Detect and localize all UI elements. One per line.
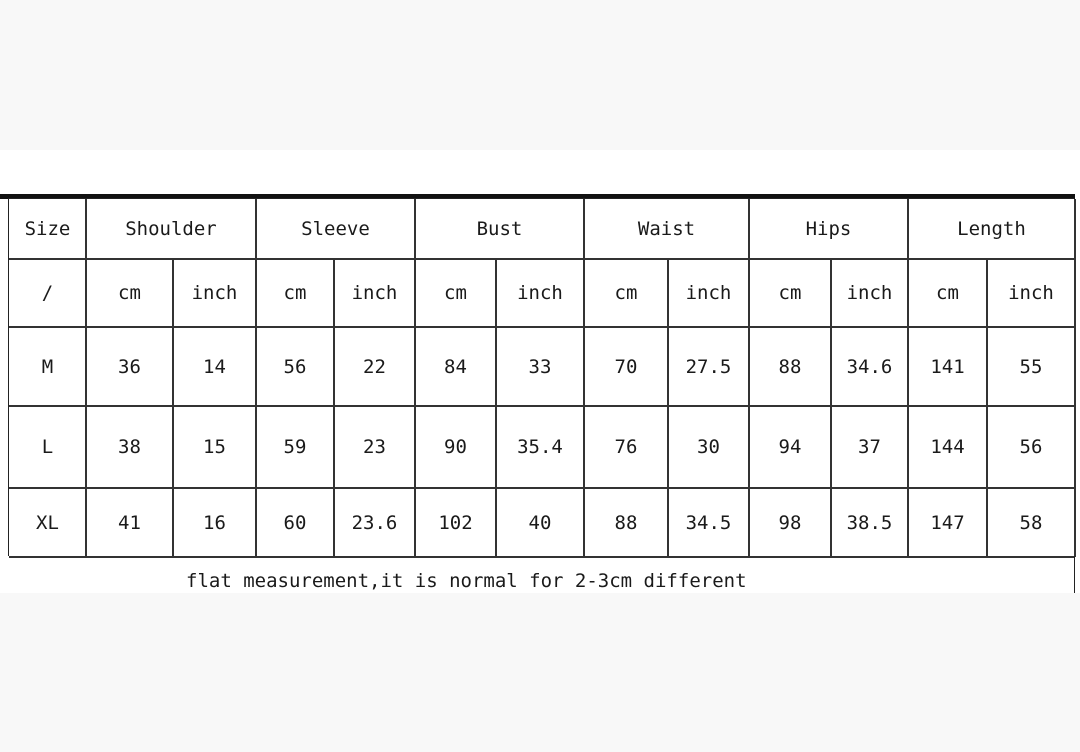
unit-label-cm: cm <box>444 282 467 304</box>
header-bust: Bust <box>476 218 523 240</box>
header-size: Size <box>24 218 71 240</box>
table-cell: 36 <box>118 355 141 378</box>
table-cell: 98 <box>778 511 802 534</box>
size-l: L <box>41 436 54 458</box>
table-cell: 94 <box>778 436 802 458</box>
table-cell: 59 <box>283 436 307 458</box>
table-cell: 22 <box>363 355 386 378</box>
table-cell: 76 <box>614 436 638 458</box>
header-waist: Waist <box>637 218 696 240</box>
table-cell: 102 <box>438 511 473 534</box>
table-cell: 33 <box>528 355 552 378</box>
table-cell: 56 <box>1019 436 1043 458</box>
table-cell: 58 <box>1019 511 1043 534</box>
header-hips: Hips <box>805 218 852 240</box>
size-chart-photo <box>0 150 1080 593</box>
table-cell: 16 <box>203 511 226 534</box>
table-cell: 34.5 <box>685 511 732 534</box>
table-cell: 23.6 <box>351 511 398 534</box>
table-cell: 14 <box>203 355 226 378</box>
footnote-text: flat measurement,it is normal for 2-3cm different <box>186 570 747 592</box>
table-cell: 147 <box>930 511 965 534</box>
header-length: Length <box>957 218 1026 240</box>
table-cell: 35.4 <box>517 436 563 458</box>
size-xl: XL <box>36 511 59 534</box>
table-cell: 37 <box>858 436 881 458</box>
table-cell: 23 <box>363 436 386 458</box>
unit-label-cm: cm <box>283 282 307 304</box>
table-cell: 70 <box>614 355 638 378</box>
units-row-size: / <box>41 282 54 304</box>
table-cell: 141 <box>930 355 965 378</box>
unit-label-inch: inch <box>351 282 398 304</box>
table-cell: 90 <box>444 436 467 458</box>
unit-label-cm: cm <box>936 282 959 304</box>
table-cell: 38.5 <box>846 511 893 534</box>
header-shoulder: Shoulder <box>125 218 217 240</box>
table-cell: 56 <box>283 355 307 378</box>
table-cell: 88 <box>778 355 802 378</box>
unit-label-inch: inch <box>517 282 563 304</box>
table-cell: 144 <box>930 436 965 458</box>
unit-label-inch: inch <box>685 282 732 304</box>
table-cell: 40 <box>528 511 552 534</box>
size-chart-table <box>8 198 1074 556</box>
unit-label-inch: inch <box>191 282 238 304</box>
table-cell: 84 <box>444 355 467 378</box>
header-sleeve: Sleeve <box>301 218 370 240</box>
unit-label-inch: inch <box>1008 282 1054 304</box>
table-cell: 55 <box>1019 355 1043 378</box>
table-cell: 30 <box>697 436 720 458</box>
size-m: M <box>41 355 54 378</box>
unit-label-cm: cm <box>118 282 141 304</box>
table-cell: 88 <box>614 511 638 534</box>
table-cell: 15 <box>203 436 226 458</box>
unit-label-inch: inch <box>846 282 893 304</box>
table-cell: 41 <box>118 511 141 534</box>
table-cell: 60 <box>283 511 307 534</box>
table-cell: 38 <box>118 436 141 458</box>
unit-label-cm: cm <box>614 282 638 304</box>
table-cell: 27.5 <box>685 355 732 378</box>
unit-label-cm: cm <box>778 282 802 304</box>
table-cell: 34.6 <box>846 355 893 378</box>
